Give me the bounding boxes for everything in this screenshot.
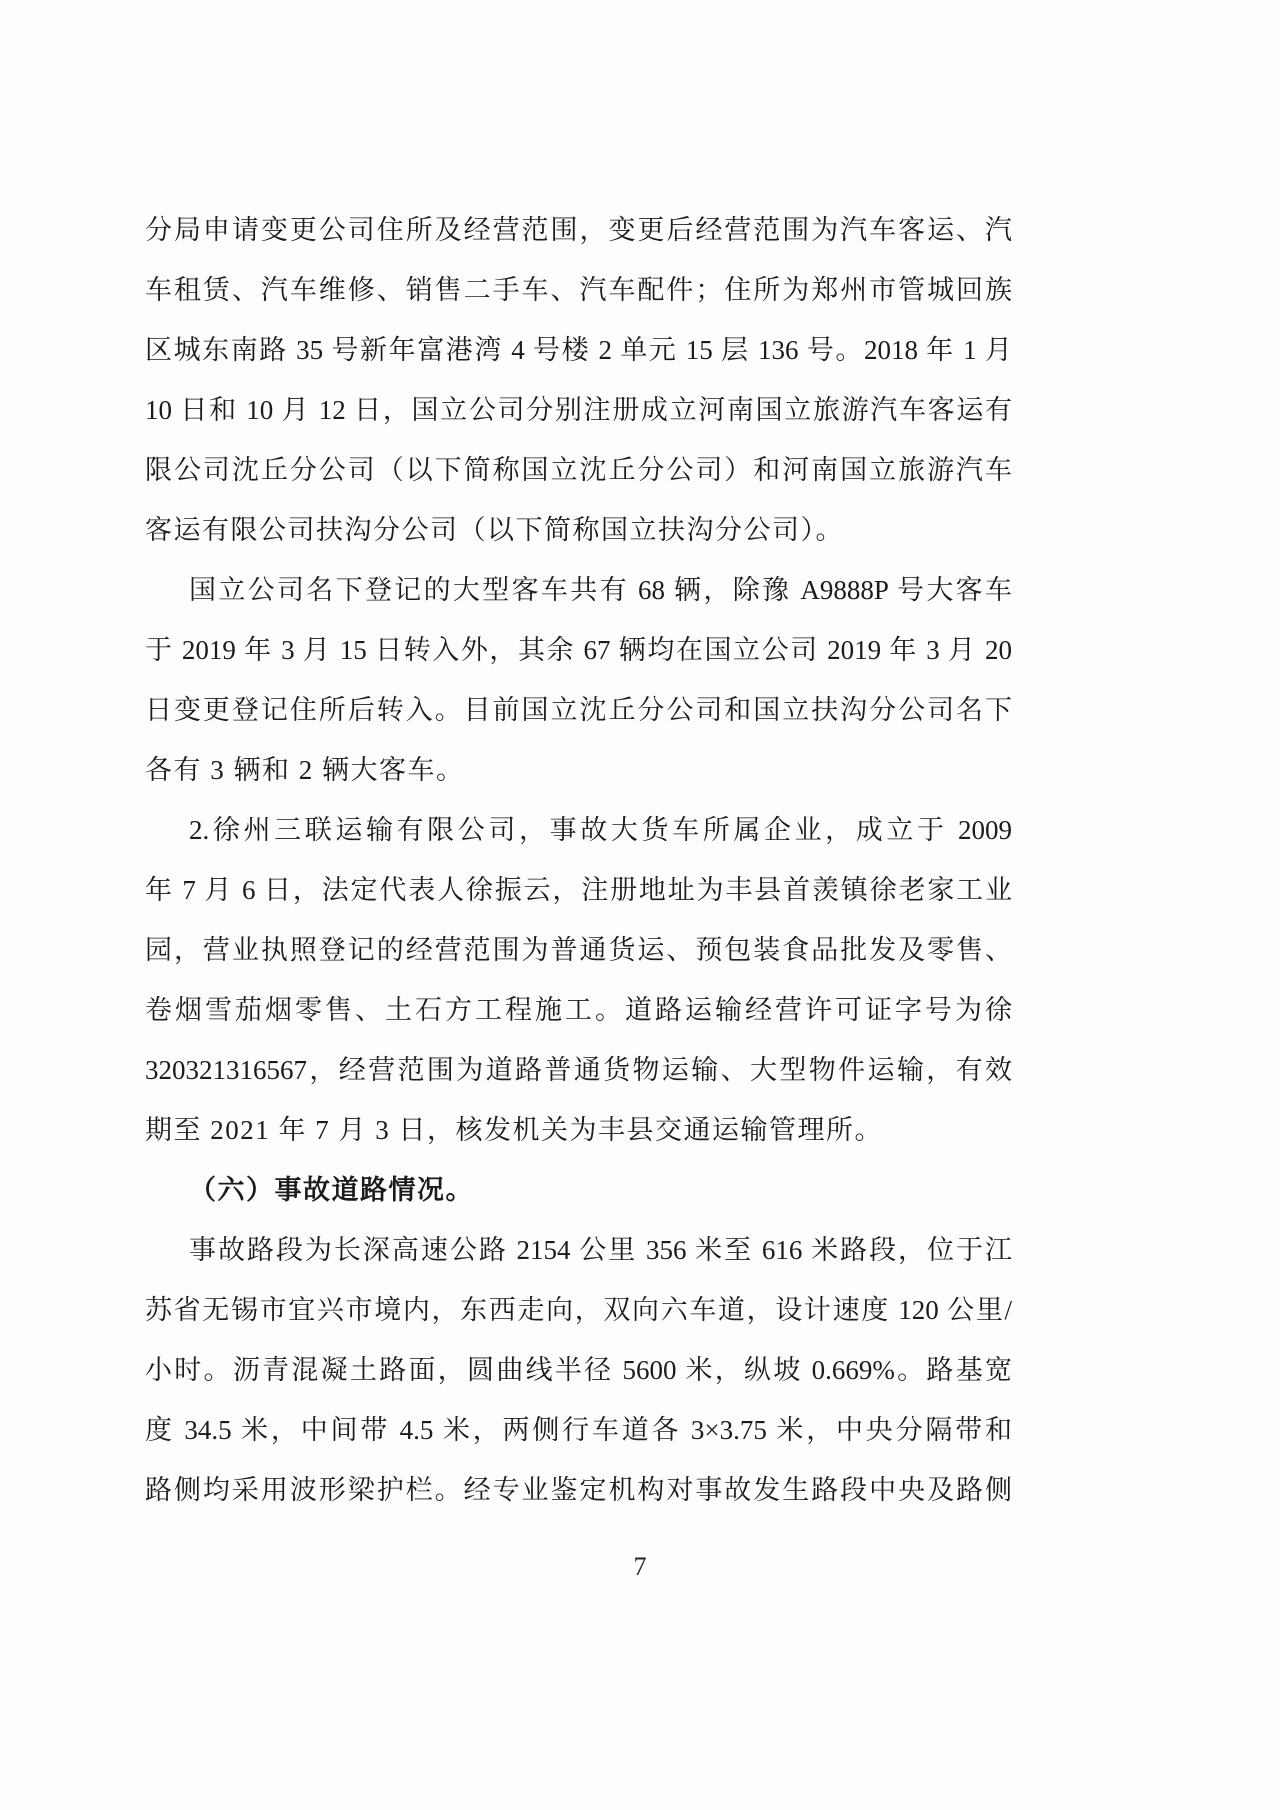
text-line: 分局申请变更公司住所及经营范围，变更后经营范围为汽车客运、汽 bbox=[145, 215, 1012, 245]
text-line: 园，营业执照登记的经营范围为普通货运、预包装食品批发及零售、 bbox=[145, 935, 1012, 965]
text-line: 10 日和 10 月 12 日，国立公司分别注册成立河南国立旅游汽车客运有 bbox=[145, 395, 1012, 425]
text-line: 客运有限公司扶沟分公司（以下简称国立扶沟分公司）。 bbox=[145, 515, 844, 545]
document-body bbox=[145, 200, 1012, 1520]
text-line: 车租赁、汽车维修、销售二手车、汽车配件；住所为郑州市管城回族 bbox=[145, 275, 1012, 305]
text-line: 度 34.5 米，中间带 4.5 米，两侧行车道各 3×3.75 米，中央分隔带和 bbox=[145, 1415, 1012, 1445]
text-line: 期至 2021 年 7 月 3 日，核发机关为丰县交通运输管理所。 bbox=[145, 1115, 883, 1145]
text-line: 路侧均采用波形梁护栏。经专业鉴定机构对事故发生路段中央及路侧 bbox=[145, 1475, 1012, 1505]
text-line: 国立公司名下登记的大型客车共有 68 辆，除豫 A9888P 号大客车 bbox=[189, 575, 1012, 605]
page-footer bbox=[0, 1552, 1280, 1582]
text-line: 320321316567，经营范围为道路普通货物运输、大型物件运输，有效 bbox=[145, 1055, 1012, 1085]
text-line: 日变更登记住所后转入。目前国立沈丘分公司和国立扶沟分公司名下 bbox=[145, 695, 1012, 725]
text-line: 于 2019 年 3 月 15 日转入外，其余 67 辆均在国立公司 2019 年 3 月 20 bbox=[145, 635, 1012, 665]
text-line: 卷烟雪茄烟零售、土石方工程施工。道路运输经营许可证字号为徐 bbox=[145, 995, 1012, 1025]
text-line: 事故路段为长深高速公路 2154 公里 356 米至 616 米路段，位于江 bbox=[189, 1235, 1012, 1265]
text-line: 小时。沥青混凝土路面，圆曲线半径 5600 米，纵坡 0.669%。路基宽 bbox=[145, 1355, 1012, 1385]
page-number: 7 bbox=[633, 1552, 647, 1581]
text-line: 苏省无锡市宜兴市境内，东西走向，双向六车道，设计速度 120 公里/ bbox=[145, 1295, 1012, 1325]
section-heading: （六）事故道路情况。 bbox=[189, 1175, 474, 1205]
text-line: 2.徐州三联运输有限公司，事故大货车所属企业，成立于 2009 bbox=[189, 815, 1012, 845]
text-line: 区城东南路 35 号新年富港湾 4 号楼 2 单元 15 层 136 号。2018 年 1 月 bbox=[145, 335, 1012, 365]
text-line: 限公司沈丘分公司（以下简称国立沈丘分公司）和河南国立旅游汽车 bbox=[145, 455, 1012, 485]
text-line: 年 7 月 6 日，法定代表人徐振云，注册地址为丰县首羡镇徐老家工业 bbox=[145, 875, 1012, 905]
text-line: 各有 3 辆和 2 辆大客车。 bbox=[145, 755, 465, 785]
